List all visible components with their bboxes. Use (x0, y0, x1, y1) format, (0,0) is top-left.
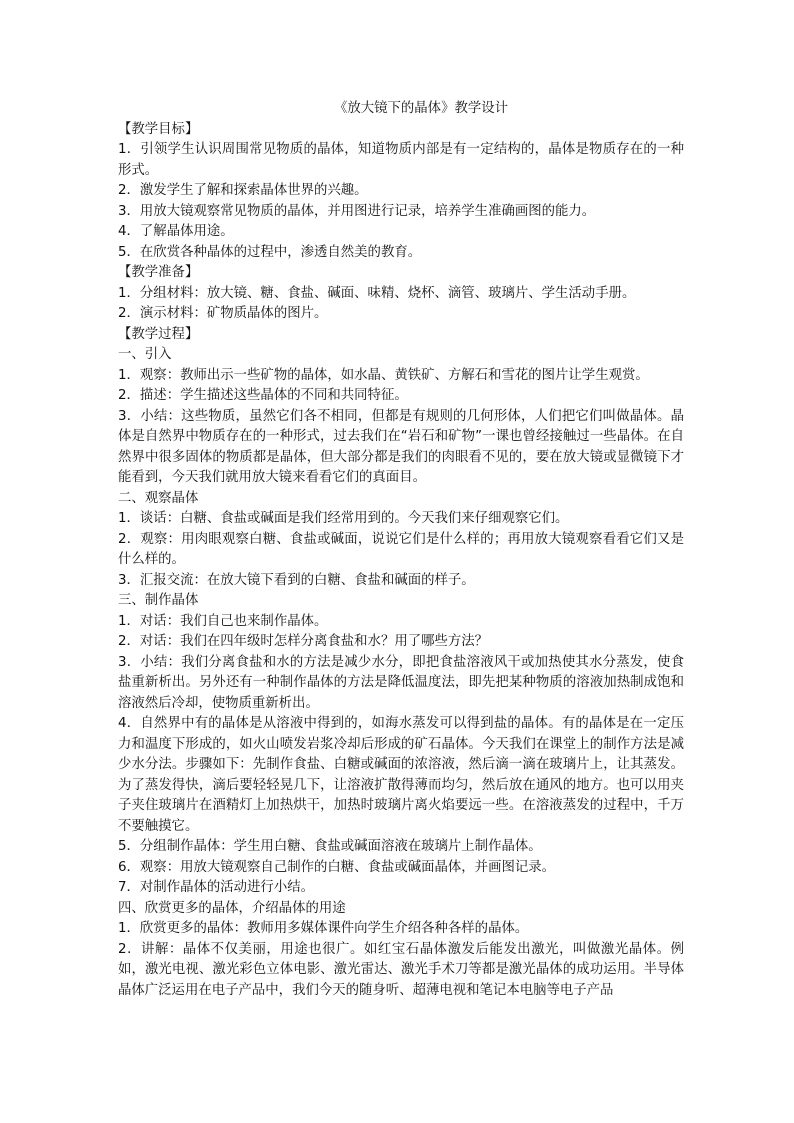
paragraph: 3．用放大镜观察常见物质的晶体，并用图进行记录，培养学生准确画图的能力。 (118, 203, 596, 219)
paragraph: 2．激发学生了解和探索晶体世界的兴趣。 (118, 183, 368, 198)
document-body (118, 99, 684, 1001)
paragraph: 3．小结：我们分离食盐和水的方法是减少水分，即把食盐溶液风干或加热使其水分蒸发，使食盐重新析出。另外还有一种制作晶体的方法是降低温度法，即先把某种物质的溶液加热制成饱和溶液然后冷却，使物质重新析出。 (118, 654, 684, 711)
section-heading: 二、观察晶体 (118, 490, 199, 506)
paragraph: 4．自然界中有的晶体是从溶液中得到的，如海水蒸发可以得到盐的晶体。有的晶体是在一定压力和温度下形成的，如火山喷发岩浆冷却后形成的矿石晶体。今天我们在课堂上的制作方法是减少水分法。步骤如下：先制作食盐、白糖或碱面的浓溶液，然后滴一滴在玻璃片上，让其蒸发。为了蒸发得快，滴后要轻轻晃几下，让溶液扩散得薄而均匀，然后放在通风的地方。也可以用夹子夹住玻璃片在酒精灯上加热烘干，加热时玻璃片离火焰要远一些。在溶液蒸发的过程中，千万不要触摸它。 (118, 716, 684, 834)
paragraph: 4．了解晶体用途。 (118, 224, 234, 239)
section-heading: 三、制作晶体 (118, 593, 199, 608)
paragraph: 2．观察：用肉眼观察白糖、食盐或碱面，说说它们是什么样的；再用放大镜观察看看它们又是什么样的。 (118, 531, 684, 567)
paragraph: 1．引领学生认识周围常见物质的晶体，知道物质内部是有一定结构的，晶体是物质存在的一种形式。 (118, 142, 684, 178)
paragraph: 3．汇报交流：在放大镜下看到的白糖、食盐和碱面的样子。 (118, 572, 475, 588)
document-title: 《放大镜下的晶体》教学设计 (333, 101, 509, 116)
section-heading: 一、引入 (118, 347, 172, 362)
paragraph: 1．对话：我们自己也来制作晶体。 (118, 613, 328, 629)
paragraph: 7．对制作晶体的活动进行小结。 (118, 880, 314, 895)
paragraph: 1．欣赏更多的晶体：教师用多媒体课件向学生介绍各种各样的晶体。 (118, 921, 529, 936)
paragraph: 1．观察：教师出示一些矿物的晶体，如水晶、黄铁矿、方解石和雪花的图片让学生观赏。 (118, 367, 649, 383)
paragraph: 5．分组制作晶体：学生用白糖、食盐或碱面溶液在玻璃片上制作晶体。 (118, 839, 542, 854)
section-heading: 【教学目标】 (118, 121, 199, 137)
document-blocks (118, 120, 684, 1002)
section-heading: 【教学过程】 (118, 326, 199, 342)
paragraph: 5．在欣赏各种晶体的过程中，渗透自然美的教育。 (118, 244, 422, 260)
paragraph: 3．小结：这些物质，虽然它们各不相同，但都是有规则的几何形体，人们把它们叫做晶体。晶体是自然界中物质存在的一种形式，过去我们在“岩石和矿物”一课也曾经接触过一些晶体。在自然界中很多固体的物质都是晶体，但大部分都是我们的肉眼看不见的，要在放大镜或显微镜下才能看到，今天我们就用放大镜来看看它们的真面目。 (118, 408, 684, 485)
section-heading: 四、欣赏更多的晶体，介绍晶体的用途 (118, 900, 346, 916)
paragraph: 2．对话：我们在四年级时怎样分离食盐和水？用了哪些方法？ (118, 634, 489, 649)
paragraph: 2．讲解：晶体不仅美丽，用途也很广。如红宝石晶体激发后能发出激光，叫做激光晶体。例如，激光电视、激光彩色立体电影、激光雷达、激光手术刀等都是激光晶体的成功运用。半导体晶体广泛运用在电子产品中，我们今天的随身听、超薄电视和笔记本电脑等电子产品 (118, 941, 684, 998)
paragraph: 6．观察：用放大镜观察自己制作的白糖、食盐或碱面晶体，并画图记录。 (118, 859, 556, 875)
section-heading: 【教学准备】 (118, 265, 199, 280)
paragraph: 1．分组材料：放大镜、糖、食盐、碱面、味精、烧杯、滴管、玻璃片、学生活动手册。 (118, 285, 636, 301)
paragraph: 2．演示材料：矿物质晶体的图片。 (118, 306, 328, 321)
paragraph: 2．描述：学生描述这些晶体的不同和共同特征。 (118, 388, 408, 403)
paragraph: 1．谈话：白糖、食盐或碱面是我们经常用到的。今天我们来仔细观察它们。 (118, 511, 569, 526)
